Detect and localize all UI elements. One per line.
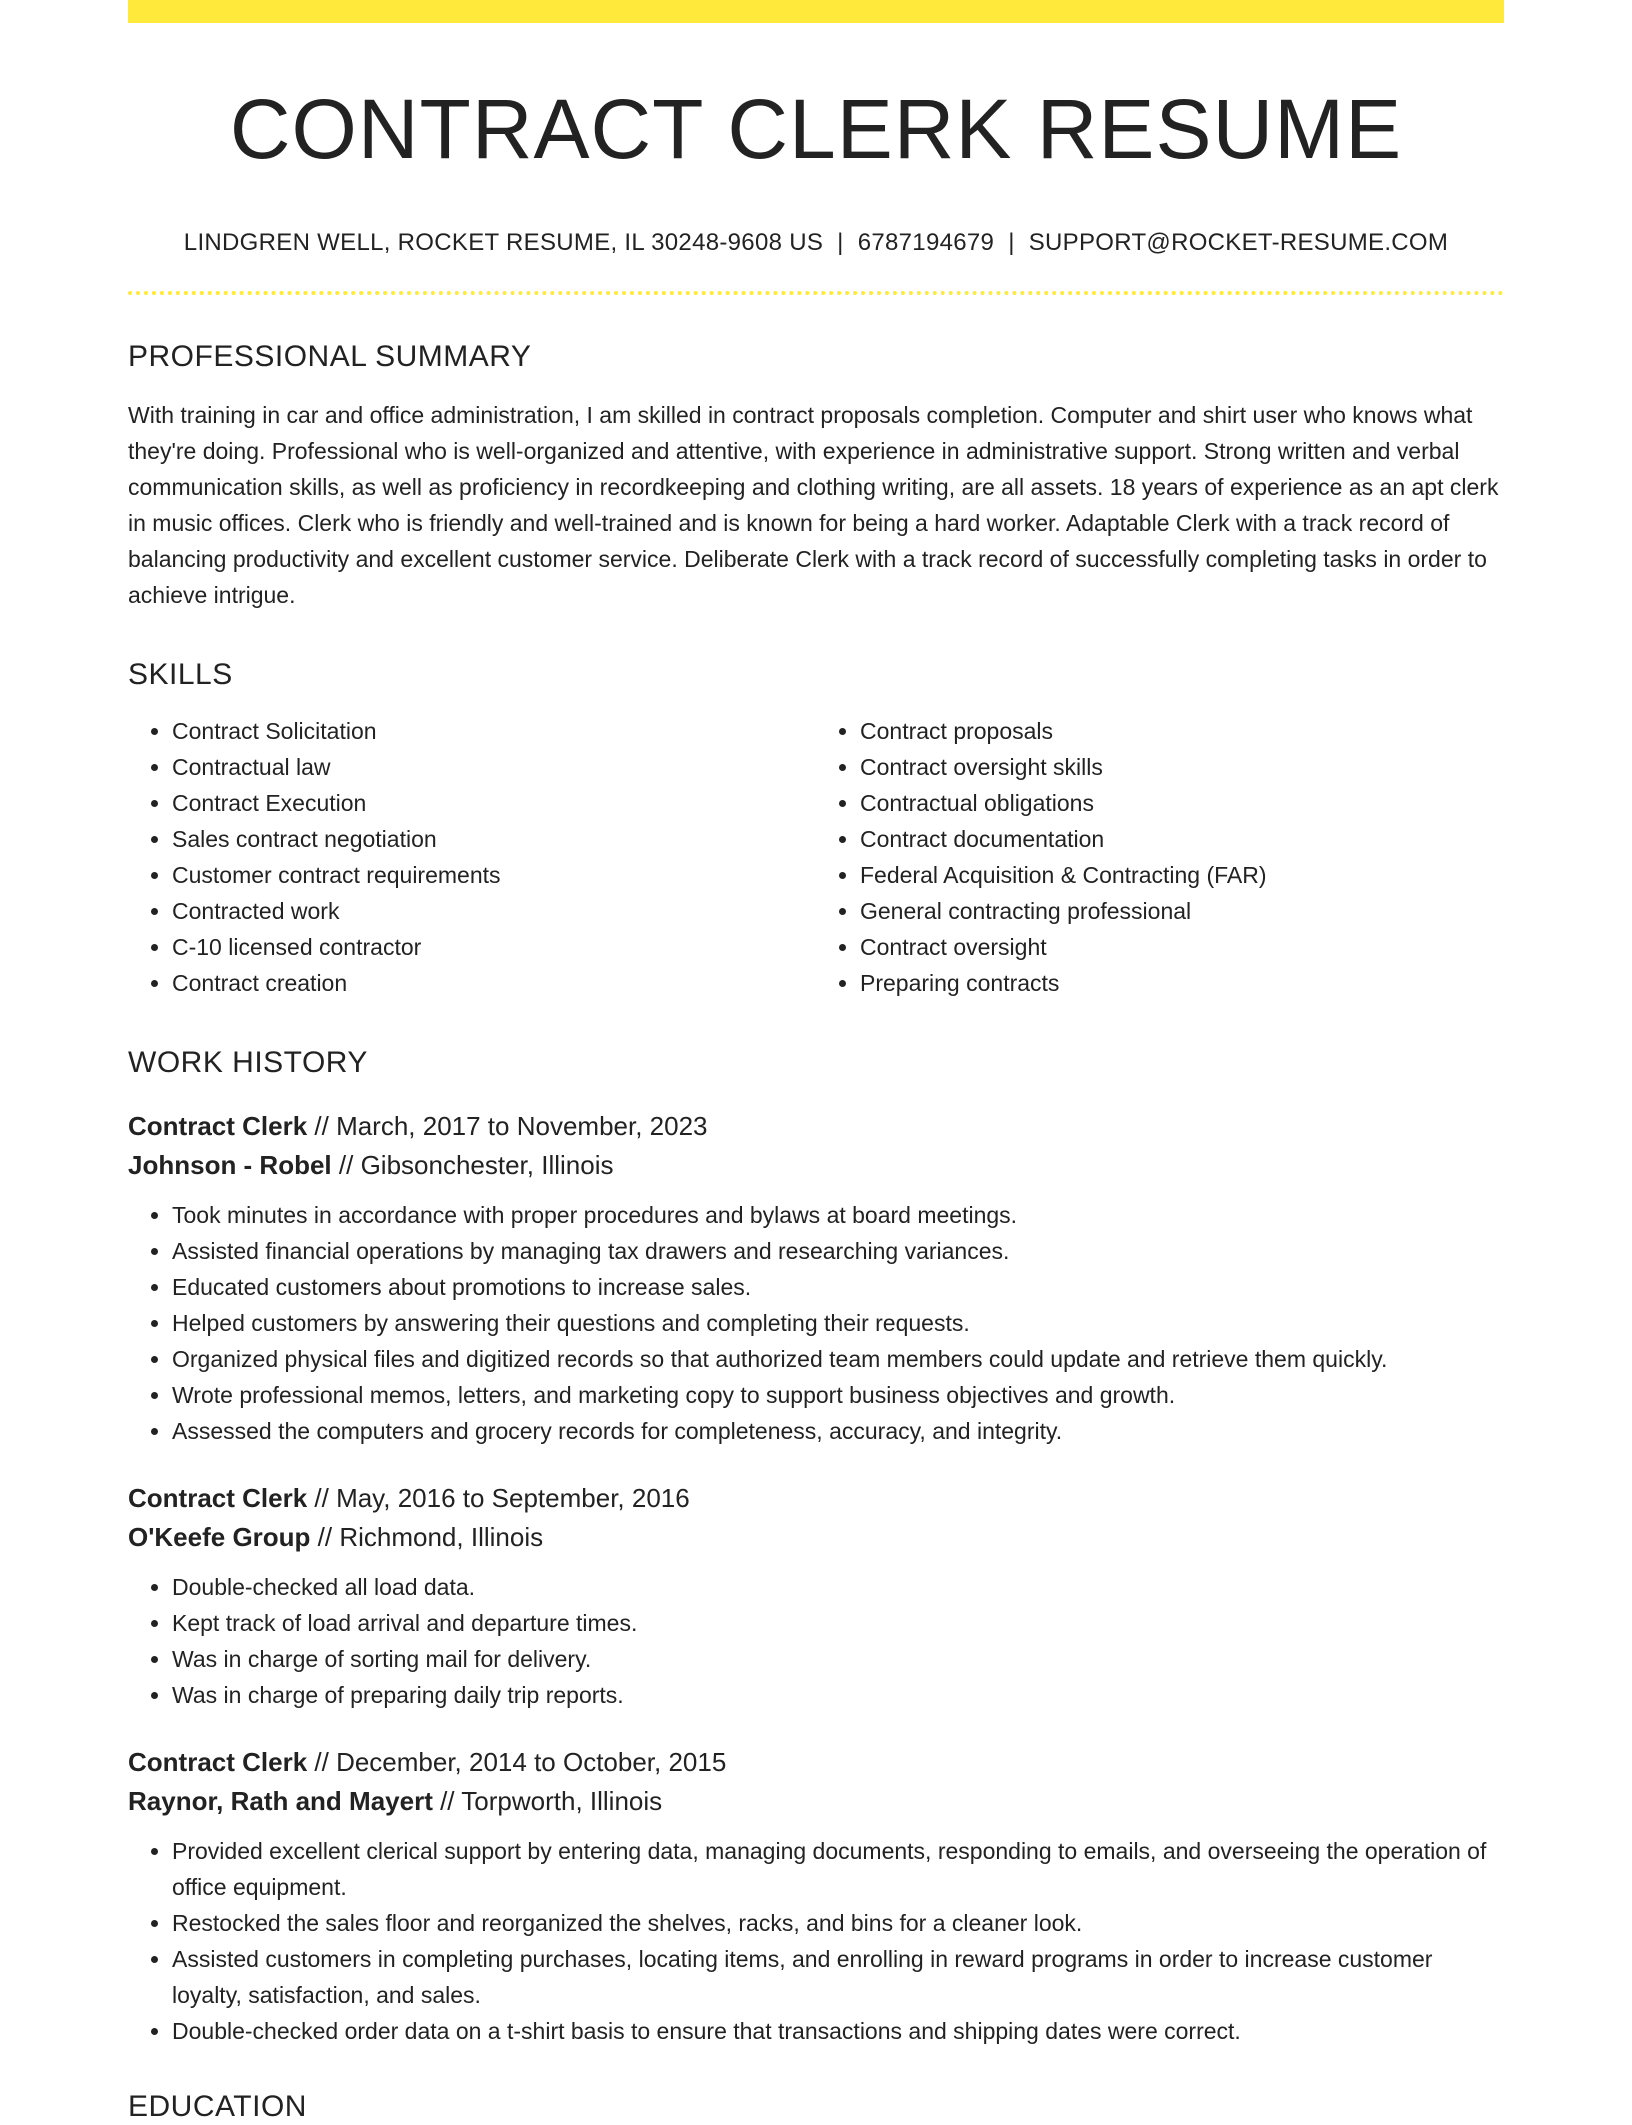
job-separator: // — [307, 1483, 337, 1514]
skill-item: • Sales contract negotiation — [172, 821, 816, 857]
skill-item: • Customer contract requirements — [172, 857, 816, 893]
job-duties-list — [128, 1833, 1504, 2049]
contact-email: SUPPORT@ROCKET-RESUME.COM — [1028, 229, 1449, 257]
job-list — [128, 1107, 1504, 2049]
skill-item: • Contract proposals — [860, 713, 1504, 749]
job-company: Johnson - Robel — [128, 1150, 332, 1181]
skills-columns — [128, 713, 1504, 1001]
skill-item: • Contractual law — [172, 749, 816, 785]
accent-top-bar — [128, 0, 1504, 23]
job-title-line — [128, 1479, 1504, 1518]
job-company-line — [128, 1518, 1504, 1557]
summary-heading: PROFESSIONAL SUMMARY — [128, 340, 532, 374]
contact-separator: | — [1008, 229, 1015, 257]
job-duties-list — [128, 1197, 1504, 1449]
skills-list-right — [816, 713, 1504, 1001]
job-separator: // — [432, 1786, 462, 1817]
summary-text: With training in car and office administration, I am skilled in contract proposals completion. Computer and shirt user who knows what they're doing. Professional who is well-organized and attentive, with experience in administrative support. Strong written and verbal communication skills, as well as proficiency in recordkeeping and clothing writing, are all assets. 18 years of experience as an apt clerk in music offices. Clerk who is friendly and well-trained and is known for being a hard worker. Adaptable Clerk with a track record of balancing productivity and excellent customer service. Deliberate Clerk with a track record of successfully completing tasks in order to achieve intrigue. — [128, 402, 1499, 609]
skill-item: • Contract Solicitation — [172, 713, 816, 749]
education-heading: EDUCATION — [128, 2090, 307, 2124]
job-entry — [128, 1479, 1504, 1713]
job-duty-item: • Double-checked all load data. — [172, 1569, 1504, 1605]
skill-item: • Preparing contracts — [860, 965, 1504, 1001]
job-duty-item: • Organized physical files and digitized records so that authorized team members could update and retrieve them quickly. — [172, 1341, 1504, 1377]
job-location: Gibsonchester, Illinois — [360, 1150, 614, 1181]
contact-address: LINDGREN WELL, ROCKET RESUME, IL 30248-9608 US — [183, 229, 824, 257]
job-duty-item: • Assisted financial operations by managing tax drawers and researching variances. — [172, 1233, 1504, 1269]
job-company: O'Keefe Group — [128, 1522, 311, 1553]
work-history-heading: WORK HISTORY — [128, 1046, 368, 1080]
education-section — [128, 2089, 1504, 2125]
job-separator: // — [331, 1150, 361, 1181]
contact-phone: 6787194679 — [857, 229, 995, 257]
contact-separator: | — [837, 229, 844, 257]
job-company-line — [128, 1782, 1504, 1821]
skill-item: • C-10 licensed contractor — [172, 929, 816, 965]
job-duty-item: • Was in charge of preparing daily trip reports. — [172, 1677, 1504, 1713]
skill-item: • Contract Execution — [172, 785, 816, 821]
skill-item: • Contract creation — [172, 965, 816, 1001]
job-company-line — [128, 1146, 1504, 1185]
job-title: Contract Clerk — [128, 1483, 308, 1514]
job-separator: // — [307, 1747, 337, 1778]
job-duty-item: • Restocked the sales floor and reorganized the shelves, racks, and bins for a cleaner look. — [172, 1905, 1504, 1941]
job-title: Contract Clerk — [128, 1747, 308, 1778]
skill-item: • Contract documentation — [860, 821, 1504, 857]
job-dates: March, 2017 to November, 2023 — [336, 1111, 708, 1142]
job-duty-item: • Educated customers about promotions to increase sales. — [172, 1269, 1504, 1305]
skills-section — [128, 657, 1504, 1001]
job-dates: May, 2016 to September, 2016 — [336, 1483, 690, 1514]
summary-section — [128, 339, 1504, 613]
job-duty-item: • Assisted customers in completing purchases, locating items, and enrolling in reward programs in order to increase customer loyalty, satisfaction, and sales. — [172, 1941, 1504, 2013]
job-duty-item: • Wrote professional memos, letters, and marketing copy to support business objectives and growth. — [172, 1377, 1504, 1413]
skill-item: • Contract oversight skills — [860, 749, 1504, 785]
skills-heading: SKILLS — [128, 658, 233, 692]
resume-title: CONTRACT CLERK RESUME — [229, 82, 1403, 176]
skill-item: • Contracted work — [172, 893, 816, 929]
job-duty-item: • Provided excellent clerical support by entering data, managing documents, responding to emails, and overseeing the operation of office equipment. — [172, 1833, 1504, 1905]
job-title-line — [128, 1107, 1504, 1146]
dotted-divider — [128, 291, 1504, 295]
job-entry — [128, 1107, 1504, 1449]
skill-item: • Contractual obligations — [860, 785, 1504, 821]
job-duty-item: • Helped customers by answering their questions and completing their requests. — [172, 1305, 1504, 1341]
job-company: Raynor, Rath and Mayert — [128, 1786, 433, 1817]
job-separator: // — [307, 1111, 337, 1142]
job-title-line — [128, 1743, 1504, 1782]
job-separator: // — [310, 1522, 340, 1553]
job-location: Richmond, Illinois — [339, 1522, 544, 1553]
skill-item: • General contracting professional — [860, 893, 1504, 929]
job-duty-item: • Kept track of load arrival and departure times. — [172, 1605, 1504, 1641]
job-duties-list — [128, 1569, 1504, 1713]
skills-list-left — [128, 713, 816, 1001]
job-duty-item: • Was in charge of sorting mail for delivery. — [172, 1641, 1504, 1677]
job-title: Contract Clerk — [128, 1111, 308, 1142]
contact-line — [128, 229, 1504, 257]
skill-item: • Federal Acquisition & Contracting (FAR) — [860, 857, 1504, 893]
resume-page — [128, 0, 1504, 2125]
job-entry — [128, 1743, 1504, 2049]
job-location: Torpworth, Illinois — [461, 1786, 663, 1817]
job-dates: December, 2014 to October, 2015 — [336, 1747, 727, 1778]
job-duty-item: • Double-checked order data on a t-shirt basis to ensure that transactions and shipping dates were correct. — [172, 2013, 1504, 2049]
work-history-section — [128, 1045, 1504, 2049]
job-duty-item: • Took minutes in accordance with proper procedures and bylaws at board meetings. — [172, 1197, 1504, 1233]
skill-item: • Contract oversight — [860, 929, 1504, 965]
job-duty-item: • Assessed the computers and grocery records for completeness, accuracy, and integrity. — [172, 1413, 1504, 1449]
